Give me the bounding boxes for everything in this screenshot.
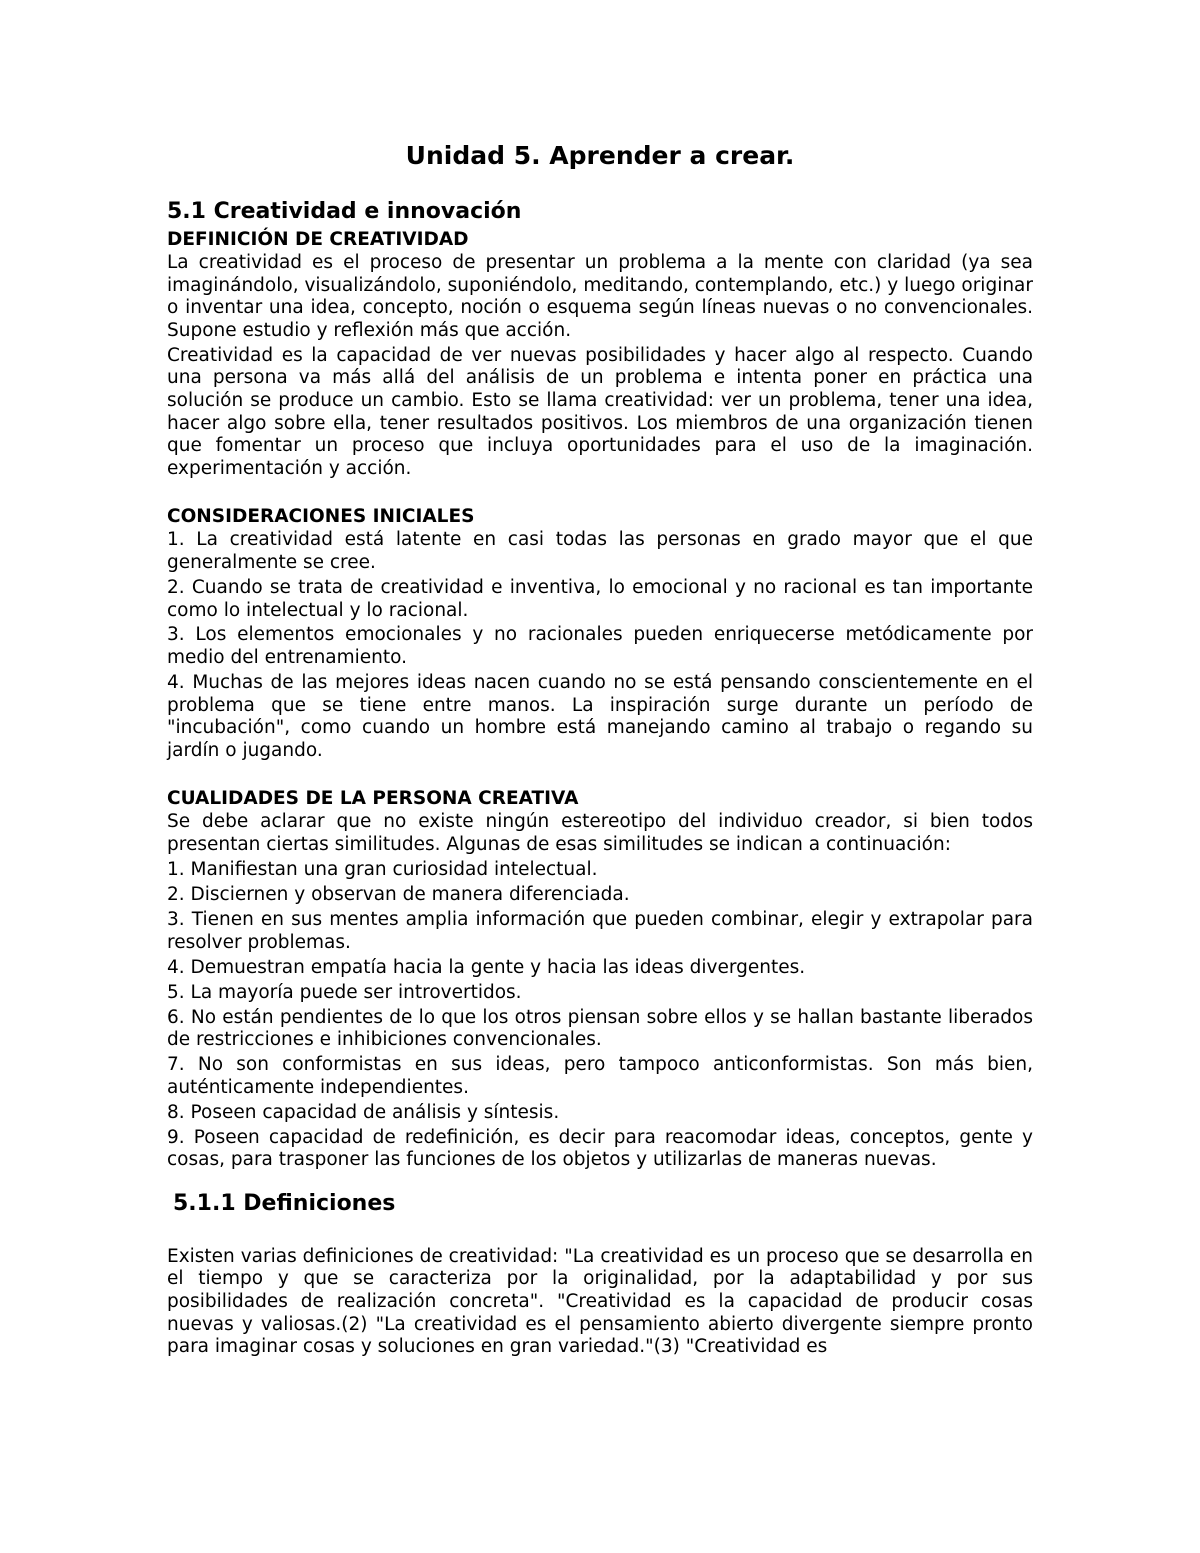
document-page — [167, 140, 1033, 1361]
definitions-paragraph: Existen varias definiciones de creatividad: "La creatividad es un proceso que se desarrolla en el tiempo y que se caracteriza por la originalidad, por la adaptabilidad y por sus posibilidades de realización concreta". "Creatividad es la capacidad de producir cosas nuevas y valiosas.(2) "La creatividad es el pensamiento abierto divergente siempre pronto para imaginar cosas y soluciones en gran variedad."(3) "Creatividad es — [167, 1245, 1033, 1358]
definition-paragraph: Creatividad es la capacidad de ver nuevas posibilidades y hacer algo al respecto. Cuando una persona va más allá del análisis de un problema e intenta poner en práctica una solución se produce un cambio. Esto se llama creatividad: ver un problema, tener una idea, hacer algo sobre ella, tener resultados positivos. Los miembros de una organización tienen que fomentar un proceso que incluya oportunidades para el uso de la imaginación. experimentación y acción. — [167, 344, 1033, 479]
definition-heading: DEFINICIÓN DE CREATIVIDAD — [167, 229, 469, 250]
quality-item: 4. Demuestran empatía hacia la gente y hacia las ideas divergentes. — [167, 956, 806, 978]
quality-item: 6. No están pendientes de lo que los otros piensan sobre ellos y se hallan bastante liberados de restricciones e inhibiciones convencionales. — [167, 1006, 1033, 1051]
quality-item: 9. Poseen capacidad de redefinición, es decir para reacomodar ideas, conceptos, gente y cosas, para trasponer las funciones de los objetos y utilizarlas de maneras nuevas. — [167, 1126, 1033, 1171]
qualities-intro: Se debe aclarar que no existe ningún estereotipo del individuo creador, si bien todos presentan ciertas similitudes. Algunas de esas similitudes se indican a continuación: — [167, 811, 1033, 856]
consideration-item: 4. Muchas de las mejores ideas nacen cuando no se está pensando conscientemente en el problema que se tiene entre manos. La inspiración surge durante un período de "incubación", como cuando un hombre está manejando camino al trabajo o regando su jardín o jugando. — [167, 672, 1033, 761]
quality-item: 2. Disciernen y observan de manera diferenciada. — [167, 884, 630, 905]
quality-item: 1. Manifiestan una gran curiosidad intelectual. — [167, 859, 598, 881]
section-heading-definiciones: 5.1.1 Definiciones — [173, 1190, 396, 1216]
consideration-item: 3. Los elementos emocionales y no racionales pueden enriquecerse metódicamente por medio del entrenamiento. — [167, 624, 1033, 669]
quality-item: 7. No son conformistas en sus ideas, pero tampoco anticonformistas. Son más bien, auténticamente independientes. — [167, 1054, 1033, 1098]
document-title: Unidad 5. Aprender a crear. — [405, 141, 795, 170]
considerations-heading: CONSIDERACIONES INICIALES — [167, 506, 475, 528]
qualities-heading: CUALIDADES DE LA PERSONA CREATIVA — [167, 788, 579, 810]
quality-item: 8. Poseen capacidad de análisis y síntesis. — [167, 1101, 560, 1123]
definition-paragraph: La creatividad es el proceso de presentar un problema a la mente con claridad (ya sea imaginándolo, visualizándolo, suponiéndolo, meditando, contemplando, etc.) y luego originar o inventar una idea, concepto, noción o esquema según líneas nuevas o no convencionales. Supone estudio y reflexión más que acción. — [167, 252, 1033, 341]
quality-item: 3. Tienen en sus mentes amplia información que pueden combinar, elegir y extrapolar para resolver problemas. — [167, 908, 1033, 953]
quality-item: 5. La mayoría puede ser introvertidos. — [167, 981, 522, 1003]
section-heading-creatividad: 5.1 Creatividad e innovación — [167, 199, 522, 224]
consideration-item: 1. La creatividad está latente en casi todas las personas en grado mayor que el que generalmente se cree. — [167, 529, 1033, 573]
consideration-item: 2. Cuando se trata de creatividad e inventiva, lo emocional y no racional es tan importante como lo intelectual y lo racional. — [167, 576, 1033, 621]
